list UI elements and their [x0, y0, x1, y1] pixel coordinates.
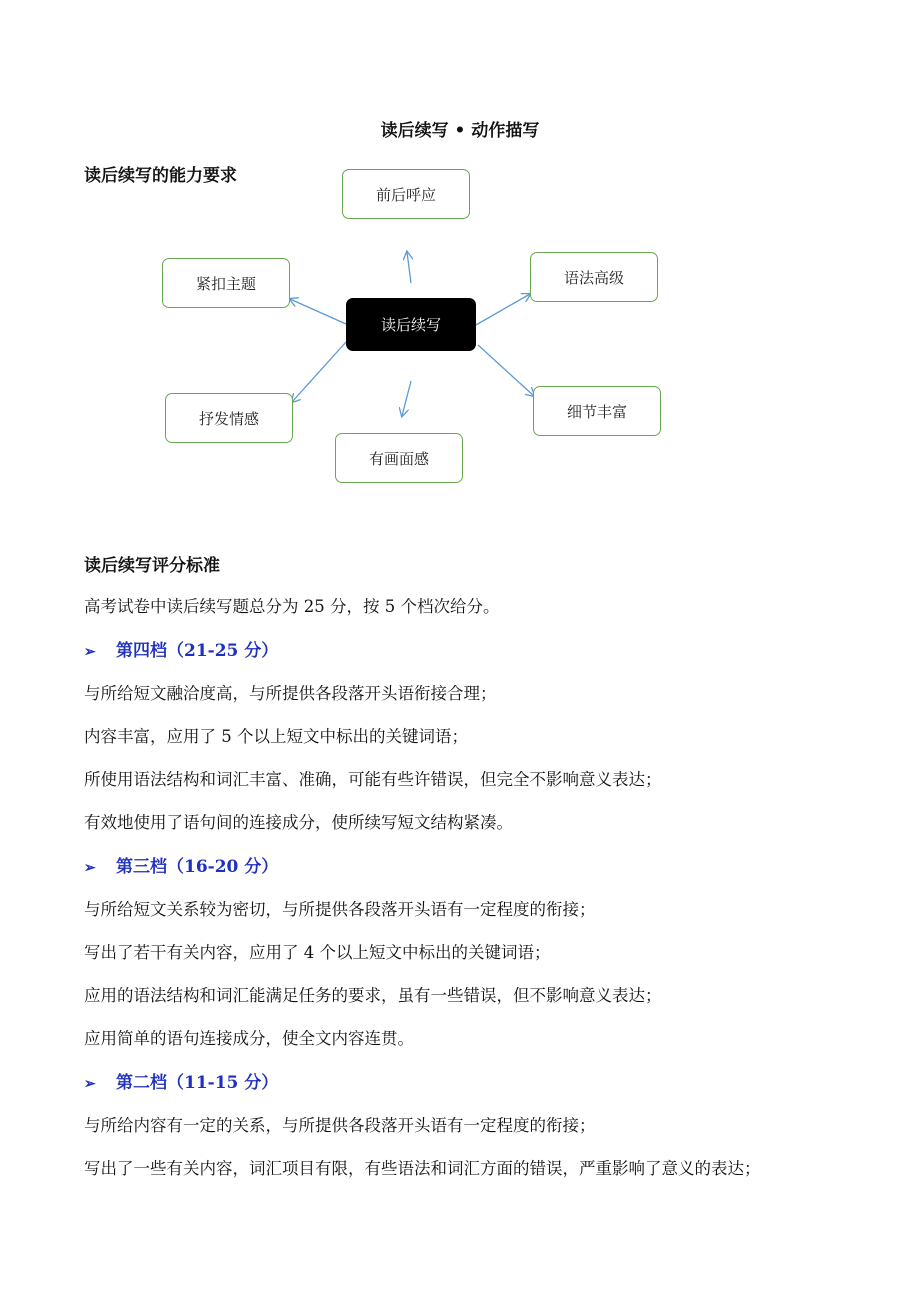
tier-heading: ➢ 第二档（11-15 分）: [84, 1073, 279, 1093]
tier-heading: ➢ 第三档（16-20 分）: [84, 857, 279, 877]
tier-heading: ➢ 第四档（21-25 分）: [84, 641, 279, 661]
tier-line: 写出了一些有关内容，词汇项目有限，有些语法和词汇方面的错误，严重影响了意义的表达；: [84, 1159, 761, 1178]
tier-line: 与所给短文关系较为密切，与所提供各段落开头语有一定程度的衔接；: [84, 900, 596, 919]
diagram-node-right-bottom: 细节丰富: [533, 386, 661, 436]
diagram-node-right-top: 语法高级: [530, 252, 658, 302]
tier-line: 所使用语法结构和词汇丰富、准确，可能有些许错误，但完全不影响意义表达；: [84, 770, 662, 789]
bullet-arrow-icon: ➢: [84, 644, 96, 660]
diagram-center-node: 读后续写: [346, 298, 476, 351]
diagram-node-top: 前后呼应: [342, 169, 470, 219]
tier-line: 应用的语法结构和词汇能满足任务的要求，虽有一些错误，但不影响意义表达；: [84, 986, 662, 1005]
tier-line: 应用简单的语句连接成分，使全文内容连贯。: [84, 1029, 414, 1048]
tier-line: 有效地使用了语句间的连接成分，使所续写短文结构紧凑。: [84, 813, 513, 832]
section-heading-scoring: 读后续写评分标准: [84, 556, 220, 576]
arrow-to-top: [407, 252, 411, 283]
diagram-node-left-top: 紧扣主题: [162, 258, 290, 308]
page-title: 读后续写 • 动作描写: [380, 121, 540, 141]
arrow-to-bottom: [402, 381, 411, 416]
tier-line: 与所给短文融洽度高，与所提供各段落开头语衔接合理；: [84, 684, 497, 703]
diagram-node-bottom: 有画面感: [335, 433, 463, 483]
diagram-node-left-bottom: 抒发情感: [165, 393, 293, 443]
arrow-to-left-top: [290, 299, 346, 324]
bullet-arrow-icon: ➢: [84, 860, 96, 876]
tier-line: 内容丰富，应用了 5 个以上短文中标出的关键词语；: [84, 727, 468, 746]
arrow-to-left-bottom: [292, 342, 346, 402]
tier-line: 与所给内容有一定的关系，与所提供各段落开头语有一定程度的衔接；: [84, 1116, 596, 1135]
tier-line: 写出了若干有关内容，应用了 4 个以上短文中标出的关键词语；: [84, 943, 551, 962]
scoring-intro: 高考试卷中读后续写题总分为 25 分，按 5 个档次给分。: [84, 597, 500, 616]
bullet-arrow-icon: ➢: [84, 1076, 96, 1092]
arrow-to-right-bottom: [478, 345, 534, 396]
arrow-to-right-top: [476, 294, 530, 325]
section-heading-ability: 读后续写的能力要求: [84, 166, 237, 186]
